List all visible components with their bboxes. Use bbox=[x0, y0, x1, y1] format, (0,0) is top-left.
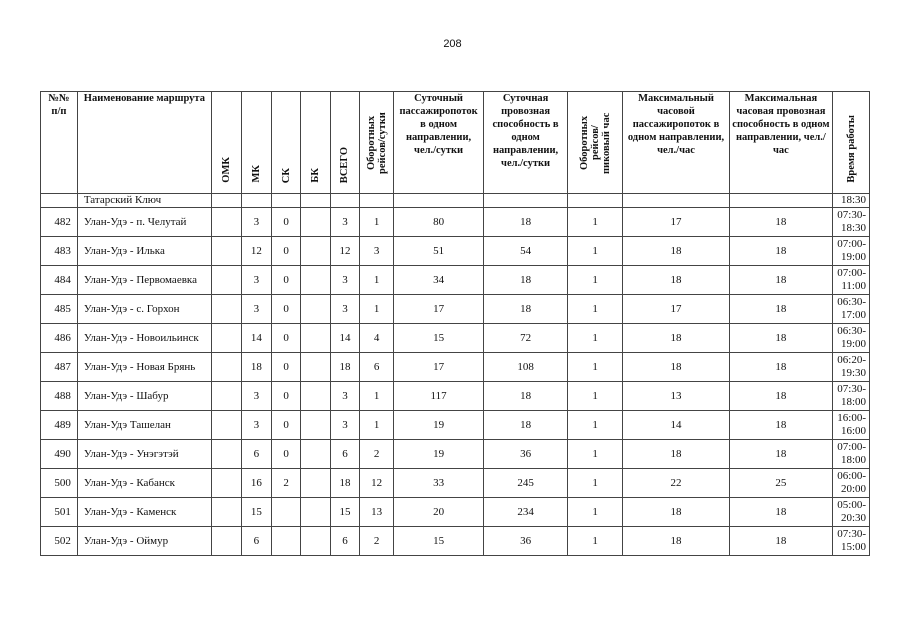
cell-hflow: 18 bbox=[623, 266, 729, 295]
cell-omk bbox=[211, 353, 241, 382]
cell-hours: 16:00-16:00 bbox=[833, 411, 870, 440]
cell-flow: 17 bbox=[394, 295, 484, 324]
table-row-continuation bbox=[41, 194, 870, 208]
table-row bbox=[41, 411, 870, 440]
cell-total: 3 bbox=[330, 295, 360, 324]
cell-total: 14 bbox=[330, 324, 360, 353]
header-omk: ОМК bbox=[211, 92, 241, 194]
cell-mk: 14 bbox=[241, 324, 272, 353]
cell-flow bbox=[394, 194, 484, 208]
cell-mk: 3 bbox=[241, 266, 272, 295]
cell-trips: 3 bbox=[360, 237, 394, 266]
cell-name: Татарский Ключ bbox=[77, 194, 211, 208]
cell-hcap: 18 bbox=[729, 208, 832, 237]
cell-hflow: 22 bbox=[623, 469, 729, 498]
cell-sk bbox=[272, 527, 301, 556]
cell-hours: 18:30 bbox=[833, 194, 870, 208]
cell-name: Улан-Удэ - Унэгэтэй bbox=[77, 440, 211, 469]
cell-trips: 12 bbox=[360, 469, 394, 498]
table-row bbox=[41, 208, 870, 237]
cell-mk: 3 bbox=[241, 411, 272, 440]
cell-peak: 1 bbox=[568, 469, 623, 498]
cell-num: 486 bbox=[41, 324, 78, 353]
cell-peak: 1 bbox=[568, 295, 623, 324]
cell-trips: 4 bbox=[360, 324, 394, 353]
header-hourly-capacity: Максимальная часовая провозная способность в одном направлении, чел./час bbox=[729, 92, 832, 194]
cell-total bbox=[330, 194, 360, 208]
cell-omk bbox=[211, 208, 241, 237]
cell-hcap: 18 bbox=[729, 440, 832, 469]
cell-bk bbox=[300, 469, 330, 498]
cell-mk: 12 bbox=[241, 237, 272, 266]
cell-omk bbox=[211, 411, 241, 440]
table-row bbox=[41, 382, 870, 411]
cell-total: 3 bbox=[330, 382, 360, 411]
cell-hflow: 13 bbox=[623, 382, 729, 411]
cell-mk: 6 bbox=[241, 527, 272, 556]
cell-num: 489 bbox=[41, 411, 78, 440]
table-row bbox=[41, 527, 870, 556]
header-bk: БК bbox=[300, 92, 330, 194]
cell-hcap: 18 bbox=[729, 295, 832, 324]
cell-peak: 1 bbox=[568, 440, 623, 469]
cell-peak: 1 bbox=[568, 237, 623, 266]
cell-hcap: 18 bbox=[729, 498, 832, 527]
cell-num: 482 bbox=[41, 208, 78, 237]
cell-sk bbox=[272, 498, 301, 527]
cell-peak: 1 bbox=[568, 382, 623, 411]
cell-bk bbox=[300, 440, 330, 469]
cell-capacity: 245 bbox=[484, 469, 568, 498]
cell-bk bbox=[300, 237, 330, 266]
cell-sk: 0 bbox=[272, 440, 301, 469]
cell-mk: 16 bbox=[241, 469, 272, 498]
cell-hflow: 18 bbox=[623, 498, 729, 527]
header-peak-trips: Оборотных рейсов/ пиковый час bbox=[568, 92, 623, 194]
cell-name: Улан-Удэ Ташелан bbox=[77, 411, 211, 440]
cell-bk bbox=[300, 498, 330, 527]
cell-hours: 07:00-11:00 bbox=[833, 266, 870, 295]
cell-hflow: 18 bbox=[623, 353, 729, 382]
cell-sk: 0 bbox=[272, 208, 301, 237]
cell-total: 15 bbox=[330, 498, 360, 527]
cell-capacity: 36 bbox=[484, 527, 568, 556]
cell-capacity: 18 bbox=[484, 382, 568, 411]
cell-omk bbox=[211, 382, 241, 411]
table-row bbox=[41, 469, 870, 498]
cell-capacity: 18 bbox=[484, 411, 568, 440]
cell-hflow: 18 bbox=[623, 237, 729, 266]
table-row bbox=[41, 498, 870, 527]
cell-peak: 1 bbox=[568, 411, 623, 440]
cell-trips: 1 bbox=[360, 266, 394, 295]
cell-capacity: 108 bbox=[484, 353, 568, 382]
cell-hflow: 17 bbox=[623, 208, 729, 237]
cell-bk bbox=[300, 324, 330, 353]
cell-peak: 1 bbox=[568, 353, 623, 382]
cell-num: 484 bbox=[41, 266, 78, 295]
cell-mk: 18 bbox=[241, 353, 272, 382]
header-row bbox=[41, 92, 870, 194]
cell-hcap: 18 bbox=[729, 324, 832, 353]
cell-hcap: 25 bbox=[729, 469, 832, 498]
cell-mk: 15 bbox=[241, 498, 272, 527]
page-number: 208 bbox=[443, 38, 462, 50]
cell-bk bbox=[300, 382, 330, 411]
cell-hours: 07:30-18:00 bbox=[833, 382, 870, 411]
cell-trips: 6 bbox=[360, 353, 394, 382]
cell-total: 3 bbox=[330, 208, 360, 237]
cell-flow: 15 bbox=[394, 527, 484, 556]
cell-bk bbox=[300, 194, 330, 208]
header-name: Наименование маршрута bbox=[77, 92, 211, 194]
cell-trips: 2 bbox=[360, 527, 394, 556]
cell-hours: 06:20-19:30 bbox=[833, 353, 870, 382]
cell-hours: 05:00-20:30 bbox=[833, 498, 870, 527]
cell-trips bbox=[360, 194, 394, 208]
header-num: №№ п/п bbox=[41, 92, 78, 194]
header-sk: СК bbox=[272, 92, 301, 194]
cell-bk bbox=[300, 295, 330, 324]
cell-name: Улан-Удэ - Илька bbox=[77, 237, 211, 266]
header-daily-capacity: Суточная провозная способность в одном направлении, чел./сутки bbox=[484, 92, 568, 194]
cell-sk: 0 bbox=[272, 266, 301, 295]
cell-peak bbox=[568, 194, 623, 208]
cell-omk bbox=[211, 527, 241, 556]
cell-bk bbox=[300, 353, 330, 382]
cell-capacity: 54 bbox=[484, 237, 568, 266]
cell-omk bbox=[211, 440, 241, 469]
cell-num: 501 bbox=[41, 498, 78, 527]
cell-num: 500 bbox=[41, 469, 78, 498]
cell-mk: 6 bbox=[241, 440, 272, 469]
cell-hcap: 18 bbox=[729, 411, 832, 440]
cell-hflow: 18 bbox=[623, 527, 729, 556]
cell-capacity: 72 bbox=[484, 324, 568, 353]
cell-sk: 2 bbox=[272, 469, 301, 498]
cell-bk bbox=[300, 266, 330, 295]
cell-flow: 19 bbox=[394, 411, 484, 440]
cell-capacity bbox=[484, 194, 568, 208]
table-row bbox=[41, 440, 870, 469]
cell-num: 487 bbox=[41, 353, 78, 382]
cell-peak: 1 bbox=[568, 266, 623, 295]
cell-hflow: 17 bbox=[623, 295, 729, 324]
cell-hcap bbox=[729, 194, 832, 208]
cell-flow: 17 bbox=[394, 353, 484, 382]
cell-sk: 0 bbox=[272, 353, 301, 382]
cell-omk bbox=[211, 266, 241, 295]
cell-name: Улан-Удэ - Кабанск bbox=[77, 469, 211, 498]
table-row bbox=[41, 237, 870, 266]
cell-omk bbox=[211, 295, 241, 324]
table-row bbox=[41, 324, 870, 353]
table-row bbox=[41, 266, 870, 295]
cell-total: 6 bbox=[330, 440, 360, 469]
cell-mk: 3 bbox=[241, 295, 272, 324]
cell-name: Улан-Удэ - с. Горхон bbox=[77, 295, 211, 324]
cell-name: Улан-Удэ - Новоильинск bbox=[77, 324, 211, 353]
cell-trips: 1 bbox=[360, 295, 394, 324]
cell-flow: 117 bbox=[394, 382, 484, 411]
cell-hcap: 18 bbox=[729, 266, 832, 295]
cell-hours: 06:00-20:00 bbox=[833, 469, 870, 498]
cell-hcap: 18 bbox=[729, 237, 832, 266]
cell-trips: 1 bbox=[360, 382, 394, 411]
cell-name: Улан-Удэ - п. Челутай bbox=[77, 208, 211, 237]
cell-capacity: 18 bbox=[484, 295, 568, 324]
cell-name: Улан-Удэ - Первомаевка bbox=[77, 266, 211, 295]
cell-sk: 0 bbox=[272, 324, 301, 353]
cell-flow: 51 bbox=[394, 237, 484, 266]
cell-hours: 07:00-18:00 bbox=[833, 440, 870, 469]
cell-peak: 1 bbox=[568, 527, 623, 556]
cell-peak: 1 bbox=[568, 324, 623, 353]
header-hourly-flow: Максимальный часовой пассажиропоток в одном направлении, чел./час bbox=[623, 92, 729, 194]
cell-total: 18 bbox=[330, 353, 360, 382]
cell-name: Улан-Удэ - Новая Брянь bbox=[77, 353, 211, 382]
cell-trips: 1 bbox=[360, 411, 394, 440]
cell-peak: 1 bbox=[568, 208, 623, 237]
cell-hflow: 18 bbox=[623, 324, 729, 353]
cell-peak: 1 bbox=[568, 498, 623, 527]
header-daily-flow: Суточный пассажиропоток в одном направлении, чел./сутки bbox=[394, 92, 484, 194]
cell-flow: 20 bbox=[394, 498, 484, 527]
cell-sk: 0 bbox=[272, 411, 301, 440]
cell-num: 483 bbox=[41, 237, 78, 266]
cell-mk bbox=[241, 194, 272, 208]
cell-hours: 07:30-18:30 bbox=[833, 208, 870, 237]
cell-trips: 2 bbox=[360, 440, 394, 469]
cell-flow: 19 bbox=[394, 440, 484, 469]
cell-total: 12 bbox=[330, 237, 360, 266]
cell-sk: 0 bbox=[272, 237, 301, 266]
cell-hours: 07:30-15:00 bbox=[833, 527, 870, 556]
cell-bk bbox=[300, 208, 330, 237]
cell-omk bbox=[211, 237, 241, 266]
cell-capacity: 234 bbox=[484, 498, 568, 527]
cell-total: 3 bbox=[330, 411, 360, 440]
cell-hours: 06:30-17:00 bbox=[833, 295, 870, 324]
cell-omk bbox=[211, 469, 241, 498]
cell-sk: 0 bbox=[272, 382, 301, 411]
cell-omk bbox=[211, 194, 241, 208]
cell-name: Улан-Удэ - Шабур bbox=[77, 382, 211, 411]
cell-sk: 0 bbox=[272, 295, 301, 324]
cell-total: 3 bbox=[330, 266, 360, 295]
cell-capacity: 18 bbox=[484, 266, 568, 295]
cell-hflow: 14 bbox=[623, 411, 729, 440]
cell-name: Улан-Удэ - Оймур bbox=[77, 527, 211, 556]
cell-trips: 13 bbox=[360, 498, 394, 527]
cell-bk bbox=[300, 411, 330, 440]
cell-hcap: 18 bbox=[729, 382, 832, 411]
cell-num: 502 bbox=[41, 527, 78, 556]
routes-table bbox=[40, 91, 870, 556]
cell-hours: 07:00-19:00 bbox=[833, 237, 870, 266]
cell-total: 18 bbox=[330, 469, 360, 498]
cell-hflow: 18 bbox=[623, 440, 729, 469]
cell-bk bbox=[300, 527, 330, 556]
cell-trips: 1 bbox=[360, 208, 394, 237]
cell-num: 485 bbox=[41, 295, 78, 324]
cell-mk: 3 bbox=[241, 208, 272, 237]
cell-mk: 3 bbox=[241, 382, 272, 411]
cell-num: 488 bbox=[41, 382, 78, 411]
table-row bbox=[41, 295, 870, 324]
cell-sk bbox=[272, 194, 301, 208]
cell-hcap: 18 bbox=[729, 353, 832, 382]
cell-total: 6 bbox=[330, 527, 360, 556]
cell-name: Улан-Удэ - Каменск bbox=[77, 498, 211, 527]
header-turnover-trips: Оборотных рейсов/сутки bbox=[360, 92, 394, 194]
cell-flow: 80 bbox=[394, 208, 484, 237]
cell-omk bbox=[211, 324, 241, 353]
cell-hours: 06:30-19:00 bbox=[833, 324, 870, 353]
cell-hflow bbox=[623, 194, 729, 208]
cell-flow: 33 bbox=[394, 469, 484, 498]
cell-flow: 34 bbox=[394, 266, 484, 295]
cell-flow: 15 bbox=[394, 324, 484, 353]
cell-num: 490 bbox=[41, 440, 78, 469]
table-row bbox=[41, 353, 870, 382]
header-mk: МК bbox=[241, 92, 272, 194]
cell-capacity: 18 bbox=[484, 208, 568, 237]
cell-num bbox=[41, 194, 78, 208]
cell-omk bbox=[211, 498, 241, 527]
cell-hcap: 18 bbox=[729, 527, 832, 556]
header-hours: Время работы bbox=[833, 92, 870, 194]
header-total: ВСЕГО bbox=[330, 92, 360, 194]
cell-capacity: 36 bbox=[484, 440, 568, 469]
